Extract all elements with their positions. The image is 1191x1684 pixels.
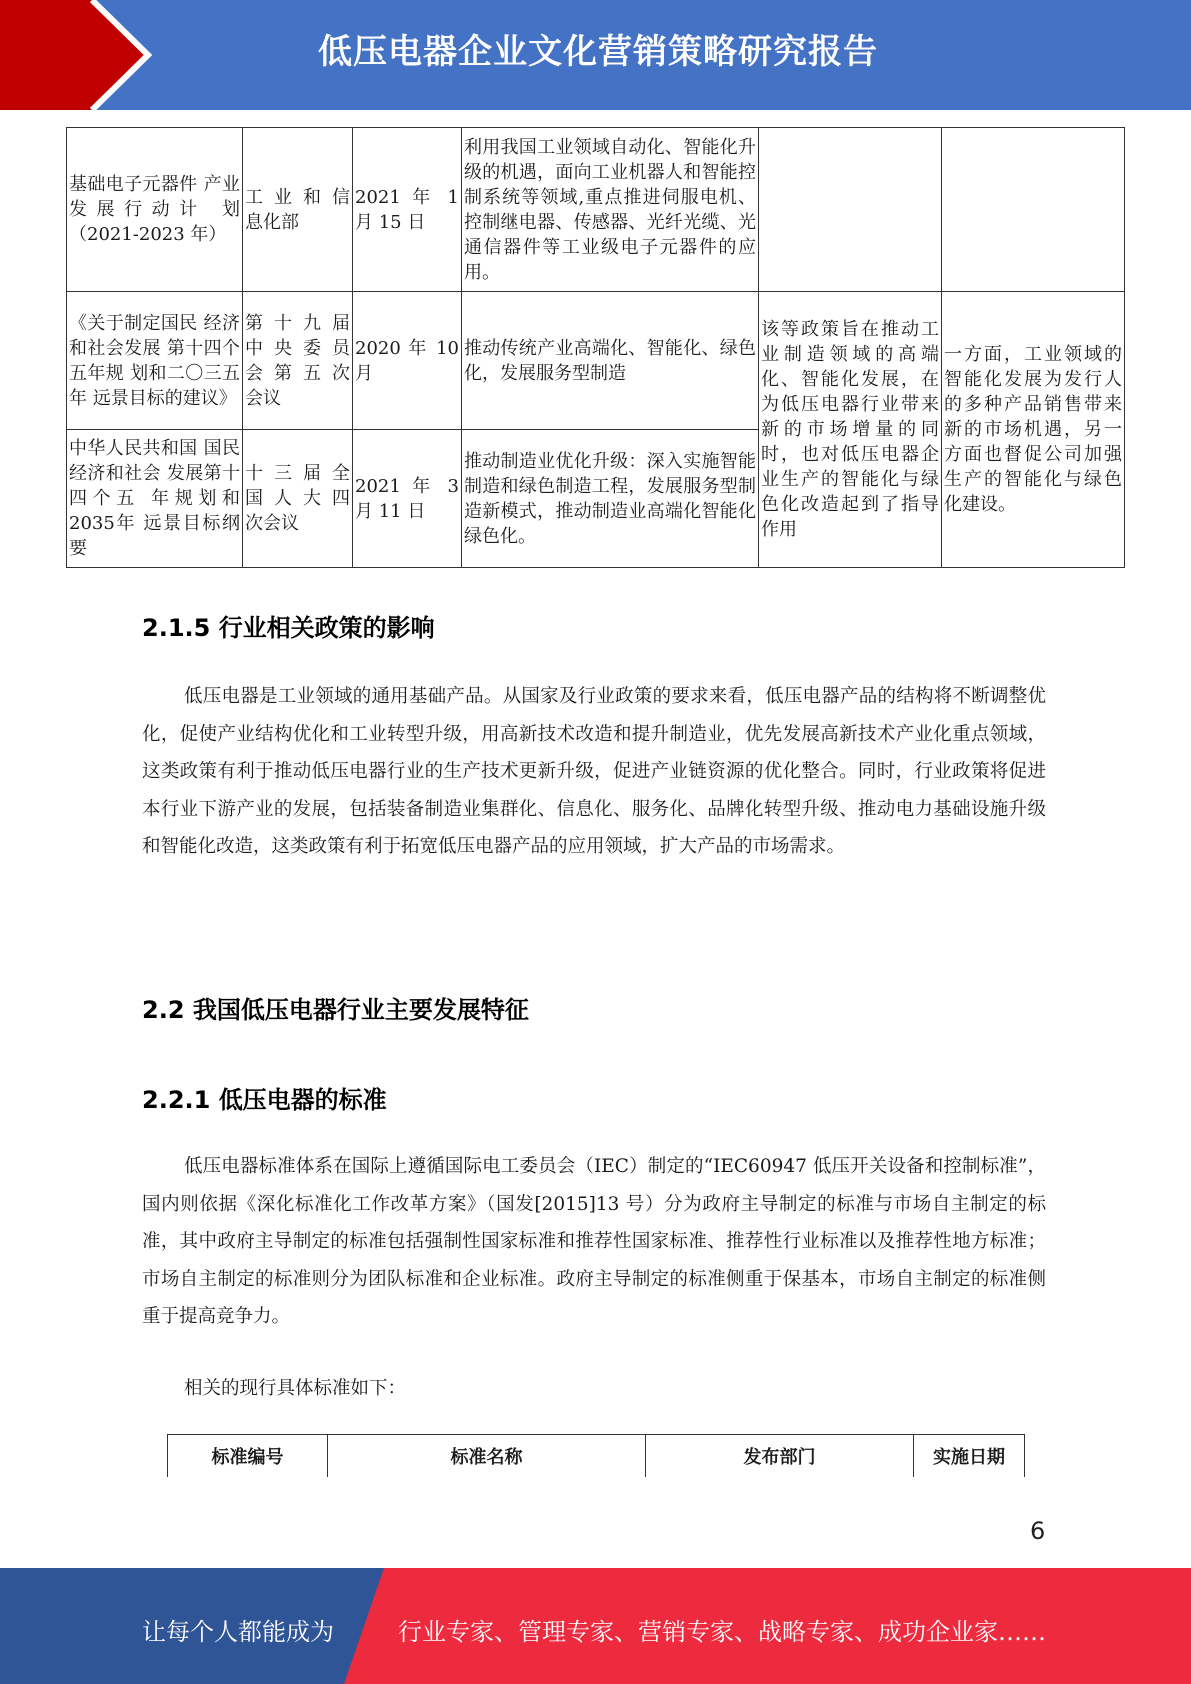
policy-dept-cell: 第 十 九 届中 央 委 员会 第 五 次会议 — [243, 292, 353, 430]
page-number: 6 — [1030, 1517, 1046, 1545]
footer-slogan-right: 行业专家、管理专家、营销专家、战略专家、成功企业家…… — [398, 1618, 1046, 1646]
header-title: 低压电器企业文化营销策略研究报告 — [318, 32, 878, 72]
policy-content-cell: 利用我国工业领域自动化、智能化升级的机遇，面向工业机器人和智能控制系统等领域,重点推进伺服电机、控制继电器、传感器、光纤光缆、光通信器件等工业级电子元器件的应用。 — [462, 128, 759, 292]
policy-name-cell: 中华人民共和国 国民经济和社会 发展第十四个五 年规划和 2035年 远景目标纲要 — [67, 430, 243, 568]
column-header-issuing-dept: 发布部门 — [646, 1435, 914, 1478]
section-heading-2-2: 2.2 我国低压电器行业主要发展特征 — [142, 996, 529, 1024]
policy-name-cell: 《关于制定国民 经济和社会发展 第十四个五年规 划和二〇三五年 远景目标的建议》 — [67, 292, 243, 430]
column-header-standard-number: 标准编号 — [168, 1435, 328, 1478]
policy-effect-cell-empty — [942, 128, 1125, 292]
policy-table — [66, 127, 1125, 568]
header-red-arrow — [0, 0, 148, 110]
table-row — [67, 292, 1125, 430]
policy-name-cell: 基础电子元器件 产业发展行动计 划（2021-2023 年） — [67, 128, 243, 292]
policy-date-cell: 2020 年 10 月 — [353, 292, 462, 430]
policy-date-cell: 2021 年 1 月 15 日 — [353, 128, 462, 292]
section-2-2-1-paragraph: 低压电器标准体系在国际上遵循国际电工委员会（IEC）制定的“IEC60947 低压开关设备和控制标准”，国内则依据《深化标准化工作改革方案》（国发[2015]13 号）分为政府主导制定的标准与市场自主制定的标准，其中政府主导制定的标准包括强制性国家标准和推荐性国家标准、推荐性行业标准以及推荐性地方标准；市场自主制定的标准则分为团队标准和企业标准。政府主导制定的标准侧重于保基本，市场自主制定的标准侧重于提高竞争力。 — [142, 1156, 1046, 1327]
policy-dept-cell: 工 业 和 信息化部 — [243, 128, 353, 292]
standards-intro: 相关的现行具体标准如下： — [184, 1378, 407, 1399]
policy-impact-cell: 该等政策旨在推动工业制造领域的高端化、智能化发展，在为低压电器行业带来新的市场增量的同时，也对低压电器企业生产的智能化与绿色化改造起到了指导作用 — [759, 292, 942, 568]
table-row — [67, 128, 1125, 292]
policy-content-cell: 推动传统产业高端化、智能化、绿色化，发展服务型制造 — [462, 292, 759, 430]
footer-slogan-left: 让每个人都能成为 — [142, 1618, 334, 1646]
page-footer — [0, 1568, 1191, 1684]
policy-date-cell: 2021 年 3 月 11 日 — [353, 430, 462, 568]
column-header-standard-name: 标准名称 — [328, 1435, 646, 1478]
policy-dept-cell: 十 三 届 全国 人 大 四次会议 — [243, 430, 353, 568]
policy-content-cell: 推动制造业优化升级：深入实施智能制造和绿色制造工程，发展服务型制造新模式，推动制造业高端化智能化绿色化。 — [462, 430, 759, 568]
section-heading-2-1-5: 2.1.5 行业相关政策的影响 — [142, 614, 435, 642]
standards-table-header-row — [168, 1435, 1025, 1478]
section-2-1-5-paragraph: 低压电器是工业领域的通用基础产品。从国家及行业政策的要求来看，低压电器产品的结构将不断调整优化，促使产业结构优化和工业转型升级，用高新技术改造和提升制造业，优先发展高新技术产业化重点领域，这类政策有利于推动低压电器行业的生产技术更新升级，促进产业链资源的优化整合。同时，行业政策将促进本行业下游产业的发展，包括装备制造业集群化、信息化、服务化、品牌化转型升级、推动电力基础设施升级和智能化改造，这类政策有利于拓宽低压电器产品的应用领域，扩大产品的市场需求。 — [142, 686, 1046, 857]
policy-effect-cell: 一方面，工业领域的智能化发展为发行人的多种产品销售带来新的市场机遇，另一方面也督促公司加强生产的智能化与绿色化建设。 — [942, 292, 1125, 568]
policy-impact-cell-empty — [759, 128, 942, 292]
standards-table — [167, 1434, 1025, 1477]
section-heading-2-2-1: 2.2.1 低压电器的标准 — [142, 1086, 387, 1114]
page-header — [0, 0, 1191, 110]
column-header-effective-date: 实施日期 — [914, 1435, 1025, 1478]
